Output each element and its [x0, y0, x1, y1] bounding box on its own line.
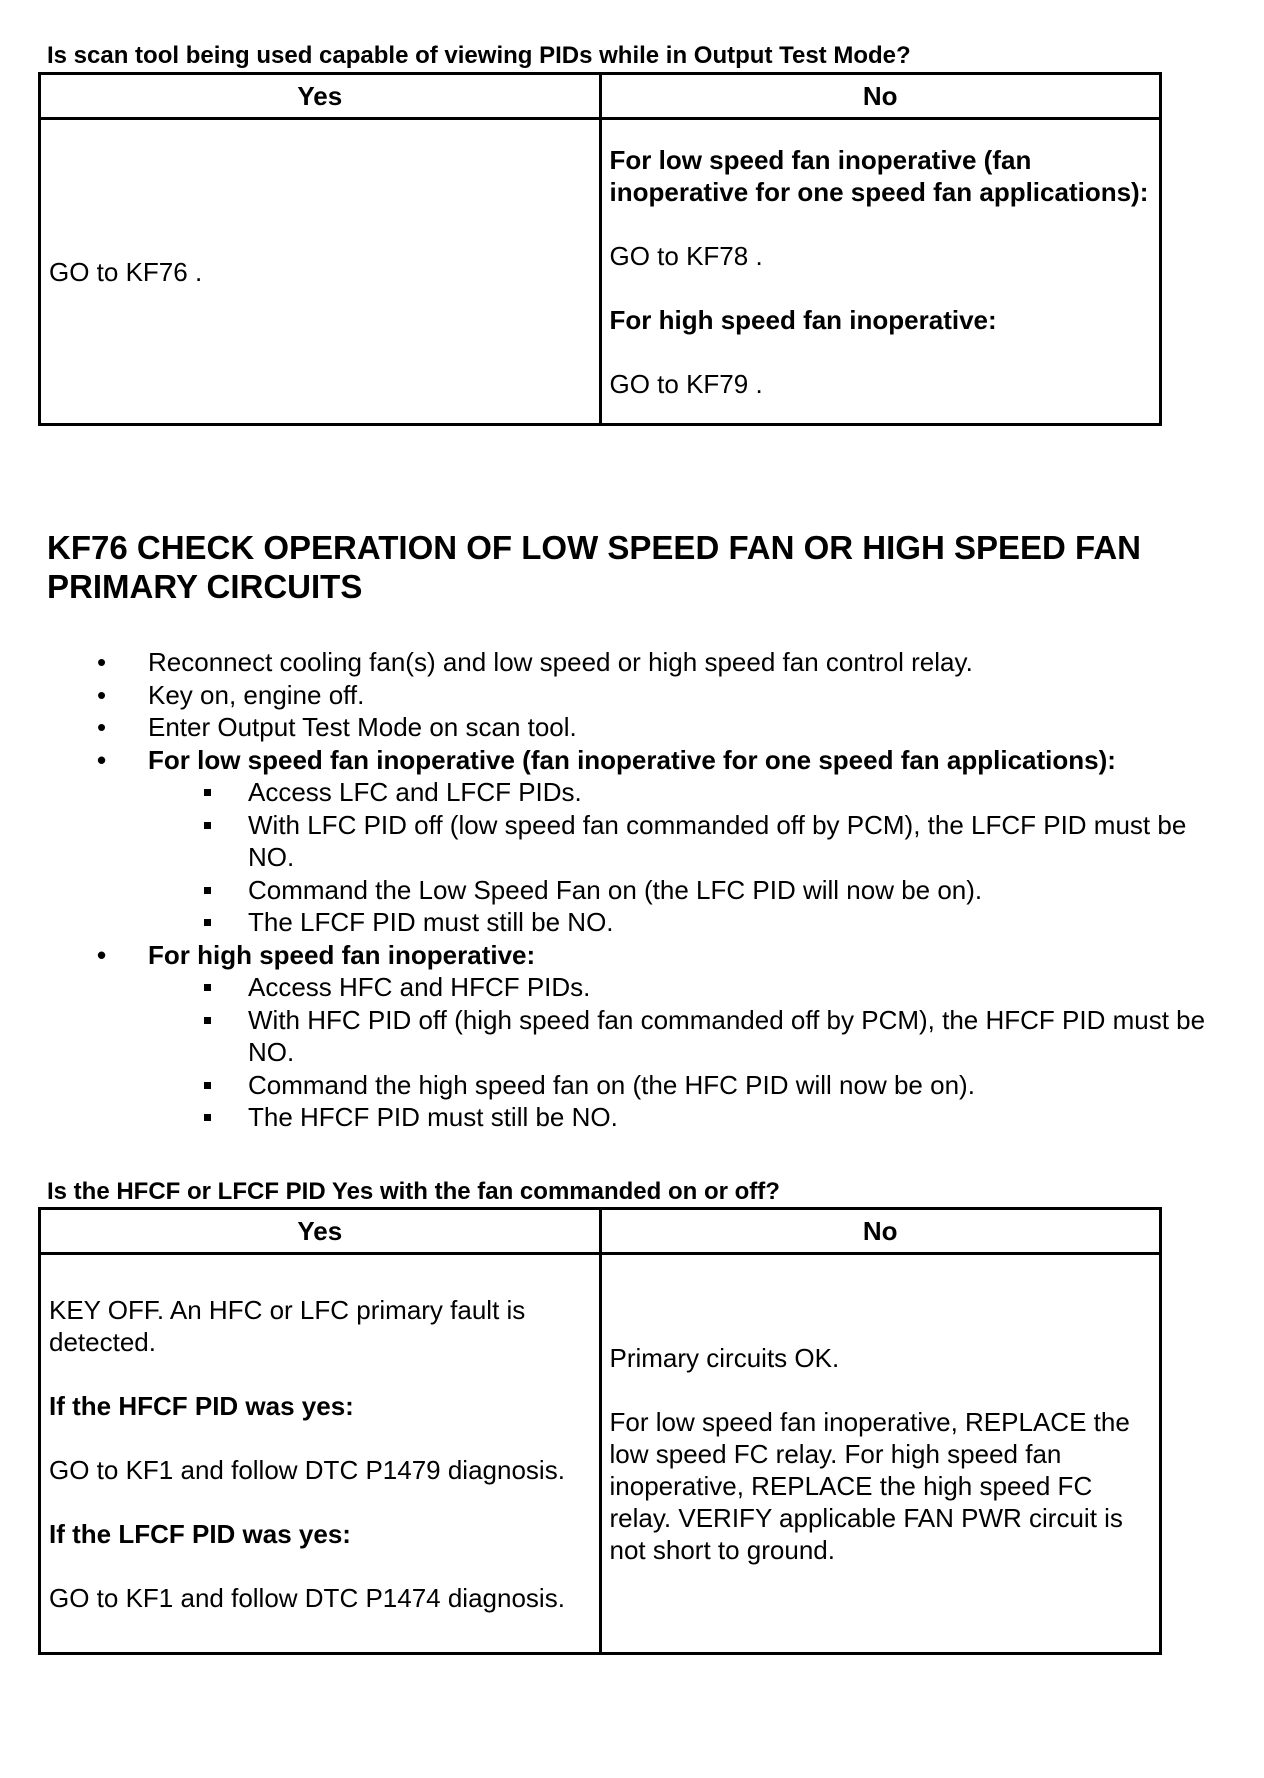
substep-item: The HFCF PID must still be NO. [148, 1101, 1238, 1134]
yes-column-header: Yes [40, 1209, 601, 1254]
table-row [40, 1254, 1161, 1654]
no-column-header: No [600, 74, 1161, 119]
substep-list [148, 971, 1264, 1134]
substep-item: Access HFC and HFCF PIDs. [148, 971, 1238, 1004]
question-1-title: Is scan tool being used capable of viewing PIDs while in Output Test Mode? [47, 42, 911, 69]
yes-lfcf-action: GO to KF1 and follow DTC P1474 diagnosis. [49, 1582, 565, 1613]
yes-intro: KEY OFF. An HFC or LFC primary fault is detected. [49, 1294, 526, 1357]
substep-list [148, 776, 1264, 939]
step-item: • Key on, engine off. [0, 679, 1264, 712]
step-group-label: For low speed fan inoperative (fan inoperative for one speed fan applications): [148, 744, 1116, 775]
yes-column-header: Yes [40, 74, 601, 119]
yes-hfcf-action: GO to KF1 and follow DTC P1479 diagnosis. [49, 1454, 565, 1485]
table-row [40, 119, 1161, 425]
no-column-header: No [600, 1209, 1161, 1254]
step-item: • Reconnect cooling fan(s) and low speed or high speed fan control relay. [0, 646, 1264, 679]
section-heading: KF76 CHECK OPERATION OF LOW SPEED FAN OR HIGH SPEED FAN PRIMARY CIRCUITS [47, 529, 1141, 605]
substep-item: Command the high speed fan on (the HFC PID will now be on). [148, 1069, 1238, 1102]
substep-item: With LFC PID off (low speed fan commanded off by PCM), the LFCF PID must be NO. [148, 809, 1238, 874]
question-1-table [38, 72, 1162, 426]
step-group-low-speed [0, 744, 1264, 939]
no-cell [600, 119, 1161, 425]
substep-item: Command the Low Speed Fan on (the LFC PID will now be on). [148, 874, 1238, 907]
procedure-steps [0, 646, 1264, 1134]
question-2-table [38, 1207, 1162, 1655]
yes-action: GO to KF76 . [49, 256, 203, 287]
table-header-row [40, 1209, 1161, 1254]
no-low-speed-heading: For low speed fan inoperative (fan inoperative for one speed fan applications): [609, 144, 1149, 207]
no-cell [600, 1254, 1161, 1654]
yes-lfcf-heading: If the LFCF PID was yes: [49, 1518, 351, 1549]
yes-cell [40, 1254, 601, 1654]
yes-cell [40, 119, 601, 425]
no-low-speed-action: GO to KF78 . [609, 240, 763, 271]
table-header-row [40, 74, 1161, 119]
step-item: • Enter Output Test Mode on scan tool. [0, 711, 1264, 744]
no-high-speed-action: GO to KF79 . [609, 368, 763, 399]
no-high-speed-heading: For high speed fan inoperative: [609, 304, 997, 335]
question-2-title: Is the HFCF or LFCF PID Yes with the fan commanded on or off? [47, 1178, 780, 1205]
no-action: For low speed fan inoperative, REPLACE the low speed FC relay. For high speed fan inoperative, REPLACE the high speed FC relay. VERIFY applicable FAN PWR circuit is not short to ground. [609, 1406, 1130, 1565]
substep-item: With HFC PID off (high speed fan commanded off by PCM), the HFCF PID must be NO. [148, 1004, 1238, 1069]
step-group-label: For high speed fan inoperative: [148, 939, 536, 970]
yes-hfcf-heading: If the HFCF PID was yes: [49, 1390, 354, 1421]
substep-item: The LFCF PID must still be NO. [148, 906, 1238, 939]
step-group-high-speed [0, 939, 1264, 1134]
no-result: Primary circuits OK. [609, 1342, 840, 1373]
substep-item: Access LFC and LFCF PIDs. [148, 776, 1238, 809]
